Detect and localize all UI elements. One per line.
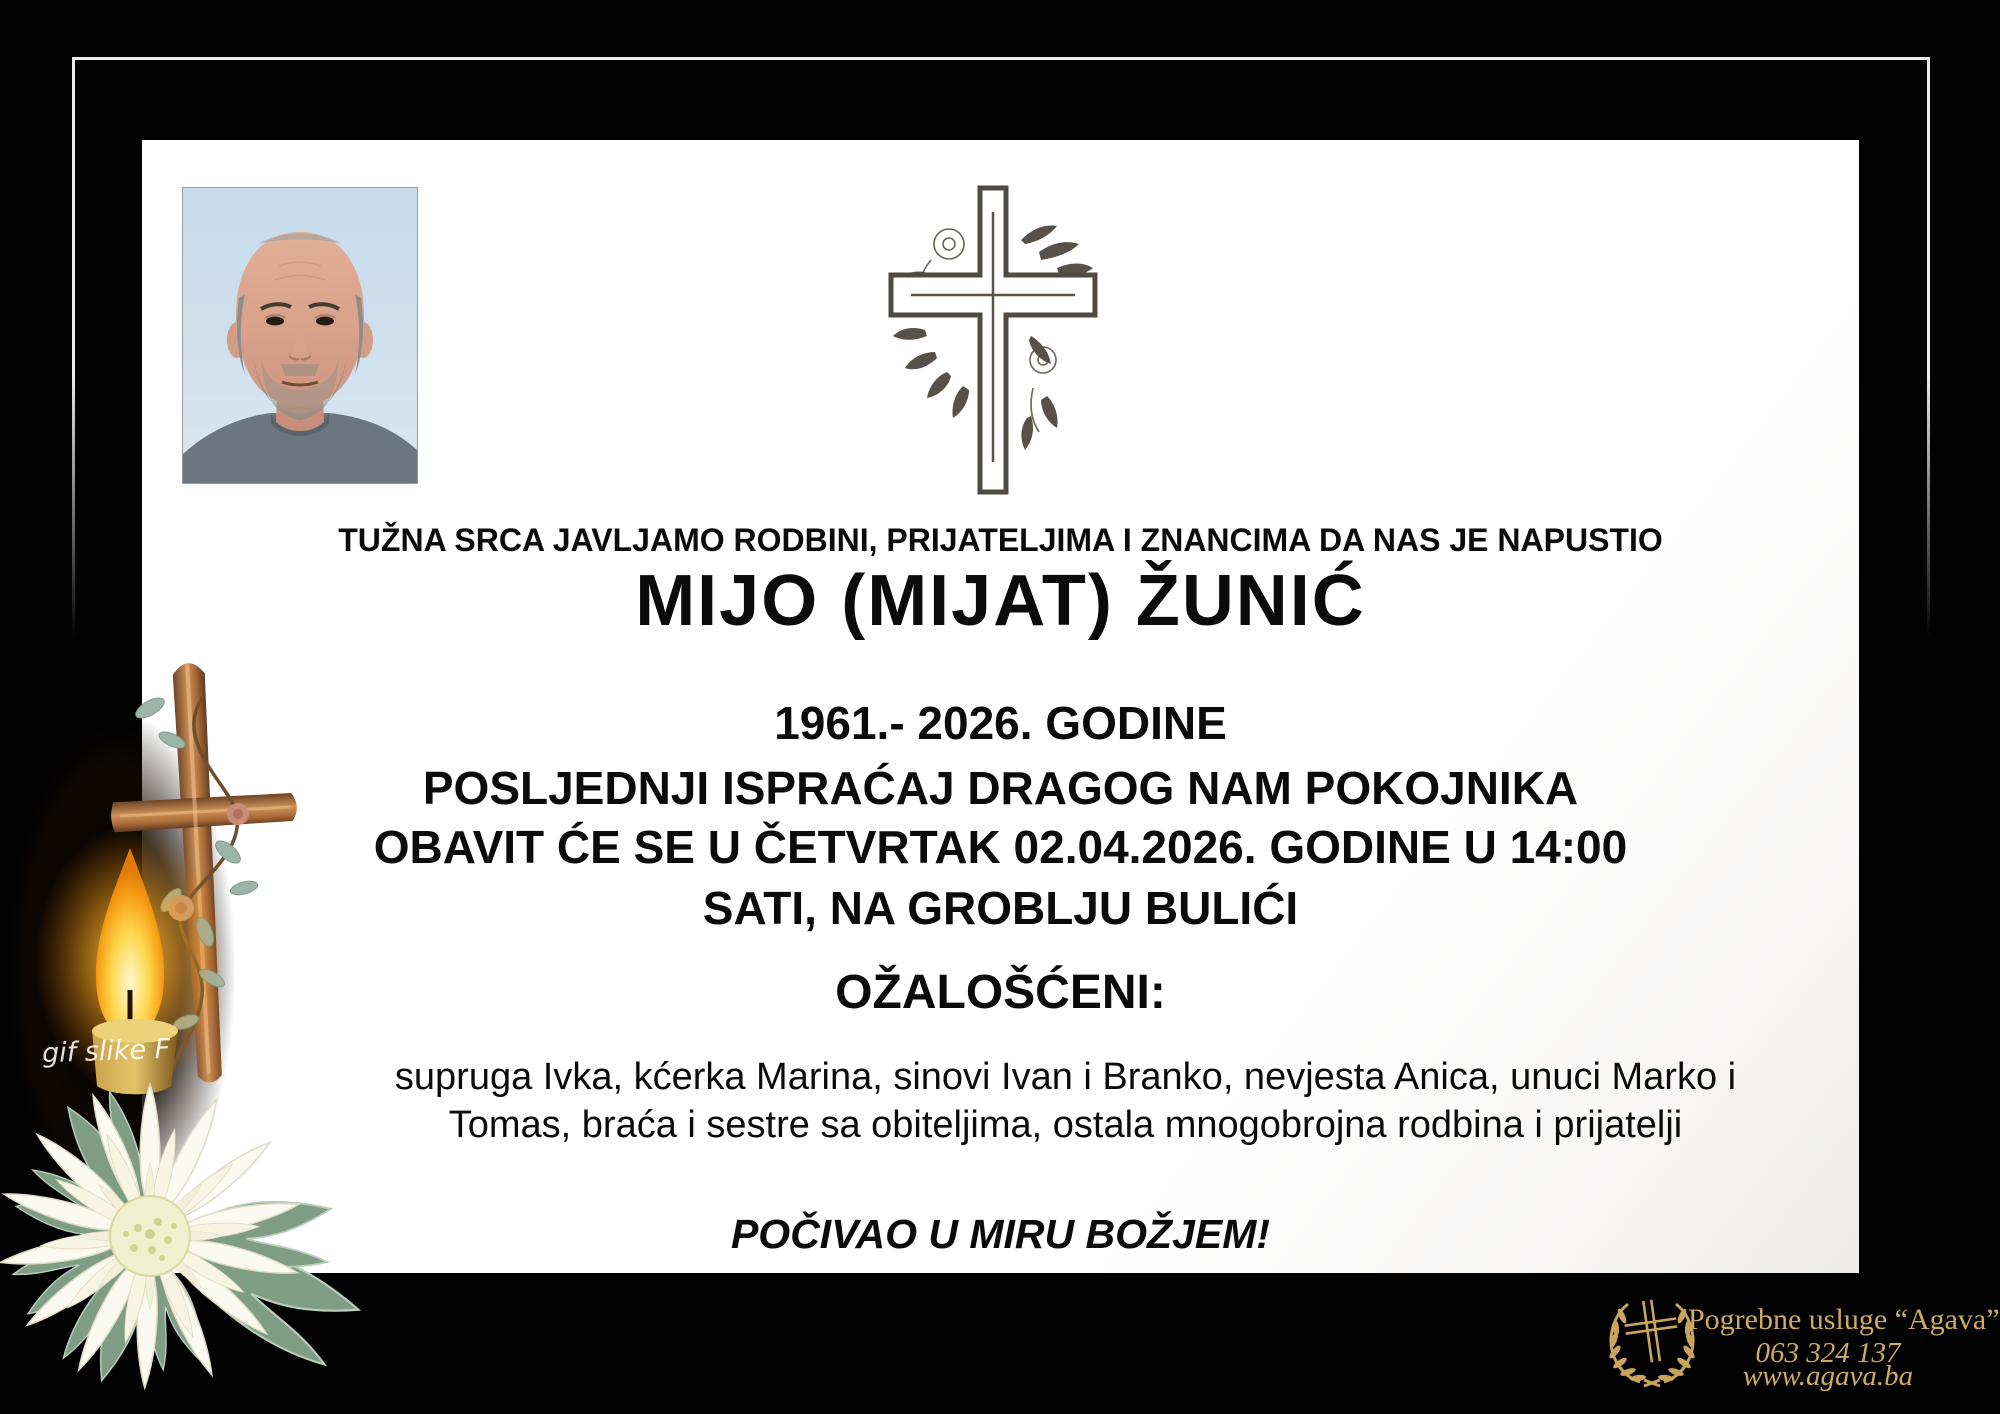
years-line: 1961.- 2026. GODINE (774, 697, 1227, 749)
candle-cross-flower-icon (0, 600, 400, 1414)
funeral-home-phone: 063 324 137 (1755, 1337, 1901, 1369)
funeral-home-name: Pogrebne usluge “Agava” (1688, 1303, 2000, 1336)
funeral-line-2: OBAVIT ĆE SE U ČETVRTAK 02.04.2026. GODINE U 14:00 (373, 821, 1628, 873)
mourners-line-2: Tomas, braća i sestre sa obiteljima, ostala mnogobrojna rodbina i prijatelji (448, 1104, 1683, 1146)
frame-line-right (1927, 57, 1930, 637)
face (236, 232, 364, 406)
frame-line-top (72, 57, 1930, 60)
frame-line-left (72, 57, 75, 637)
funeral-home-wreath-logo (1602, 1296, 1702, 1388)
memorial-cross-icon (883, 180, 1103, 500)
portrait-photo (183, 188, 417, 483)
deceased-name: MIJO (MIJAT) ŽUNIĆ (635, 561, 1366, 641)
intro-line: TUŽNA SRCA JAVLJAMO RODBINI, PRIJATELJIMA I ZNANCIMA DA NAS JE NAPUSTIO (338, 522, 1663, 558)
mourners-heading: OŽALOŠĆENI: (835, 966, 1166, 1019)
mourners-line-1: supruga Ivka, kćerka Marina, sinovi Ivan i Branko, nevjesta Anica, unuci Marko i (394, 1056, 1737, 1098)
funeral-line-3: SATI, NA GROBLJU BULIĆI (702, 882, 1299, 934)
farewell-line: POČIVAO U MIRU BOŽJEM! (730, 1211, 1271, 1257)
funeral-home-website: www.agava.ba (1742, 1360, 1914, 1392)
wreath-cross (1622, 1297, 1682, 1366)
funeral-line-1: POSLJEDNJI ISPRAĆAJ DRAGOG NAM POKOJNIKA (422, 762, 1579, 814)
watermark-text: gif slike F (41, 1033, 171, 1070)
